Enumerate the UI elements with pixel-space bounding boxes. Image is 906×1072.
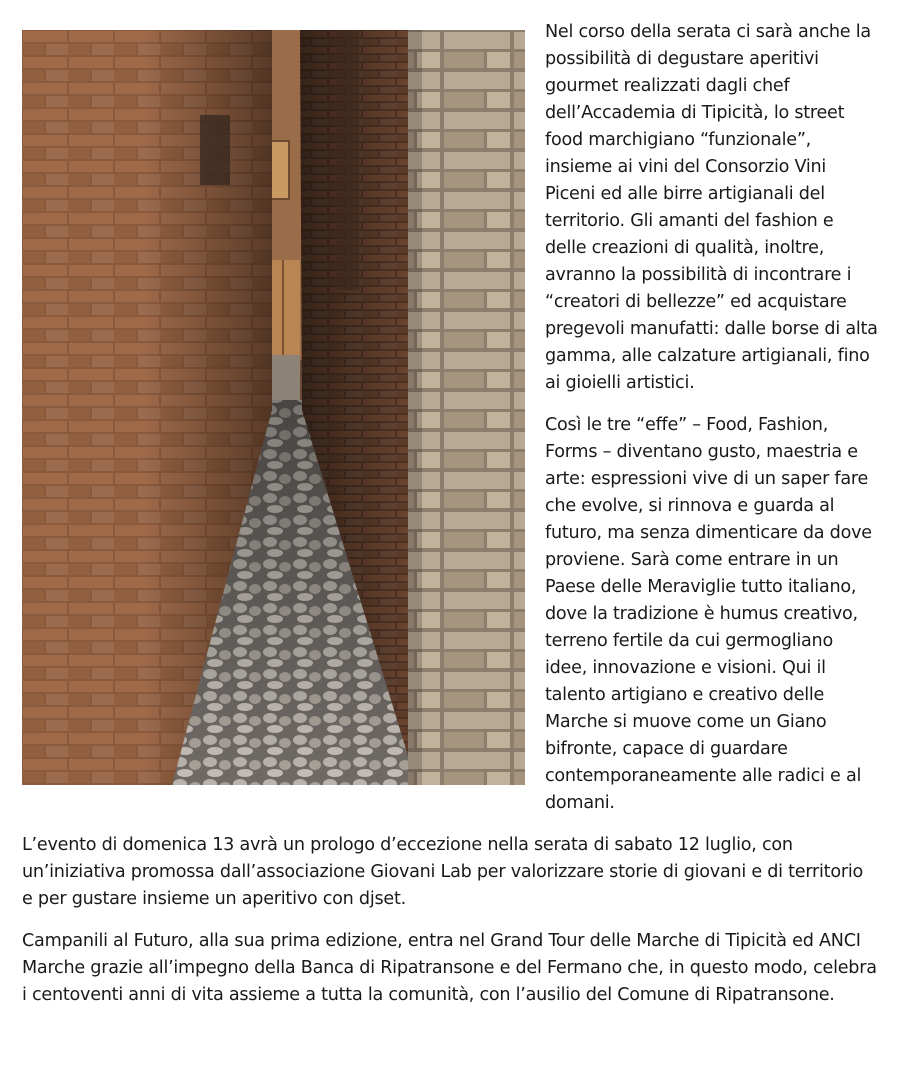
paragraph-2: Così le tre “effe” – Food, Fashion, Forms – diventano gusto, maestria e arte: espressioni vive di un saper fare che evolve, si rinnova e guarda al futuro, ma senza dimenticare da dove proviene. Sarà come entrare in un Paese delle Meraviglie tutto italiano, dove la tradizione è humus creativo, terreno fertile da cui germogliano idee, innovazione e visioni. Qui il talento artigiano e creativo delle Marche si muove come un Giano bifronte, capace di guardare contemporaneamente alle radici e al domani. xyxy=(545,415,872,813)
alley-photo xyxy=(22,30,525,785)
article-body xyxy=(22,19,878,1024)
paragraph-3: L’evento di domenica 13 avrà un prologo d’eccezione nella serata di sabato 12 luglio, con un’iniziativa promossa dall’associazione Giovani Lab per valorizzare storie di giovani e di territorio e per gustare insieme un aperitivo con djset. xyxy=(22,835,863,909)
alley-illustration xyxy=(22,30,525,785)
paragraph-1: Nel corso della serata ci sarà anche la possibilità di degustare aperitivi gourmet realizzati dagli chef dell’Accademia di Tipicità, lo street food marchigiano “funzionale”, insieme ai vini del Consorzio Vini Piceni ed alle birre artigianali del territorio. Gli amanti del fashion e delle creazioni di qualità, inoltre, avranno la possibilità di incontrare i “creatori di bellezze” ed acquistare pregevoli manufatti: dalle borse di alta gamma, alle calzature artigianali, fino ai gioielli artistici. xyxy=(545,22,878,393)
paragraph-4: Campanili al Futuro, alla sua prima edizione, entra nel Grand Tour delle Marche di Tipicità ed ANCI Marche grazie all’impegno della Banca di Ripatransone e del Fermano che, in questo modo, celebra i centoventi anni di vita assieme a tutta la comunità, con l’ausilio del Comune di Ripatransone. xyxy=(22,931,877,1005)
